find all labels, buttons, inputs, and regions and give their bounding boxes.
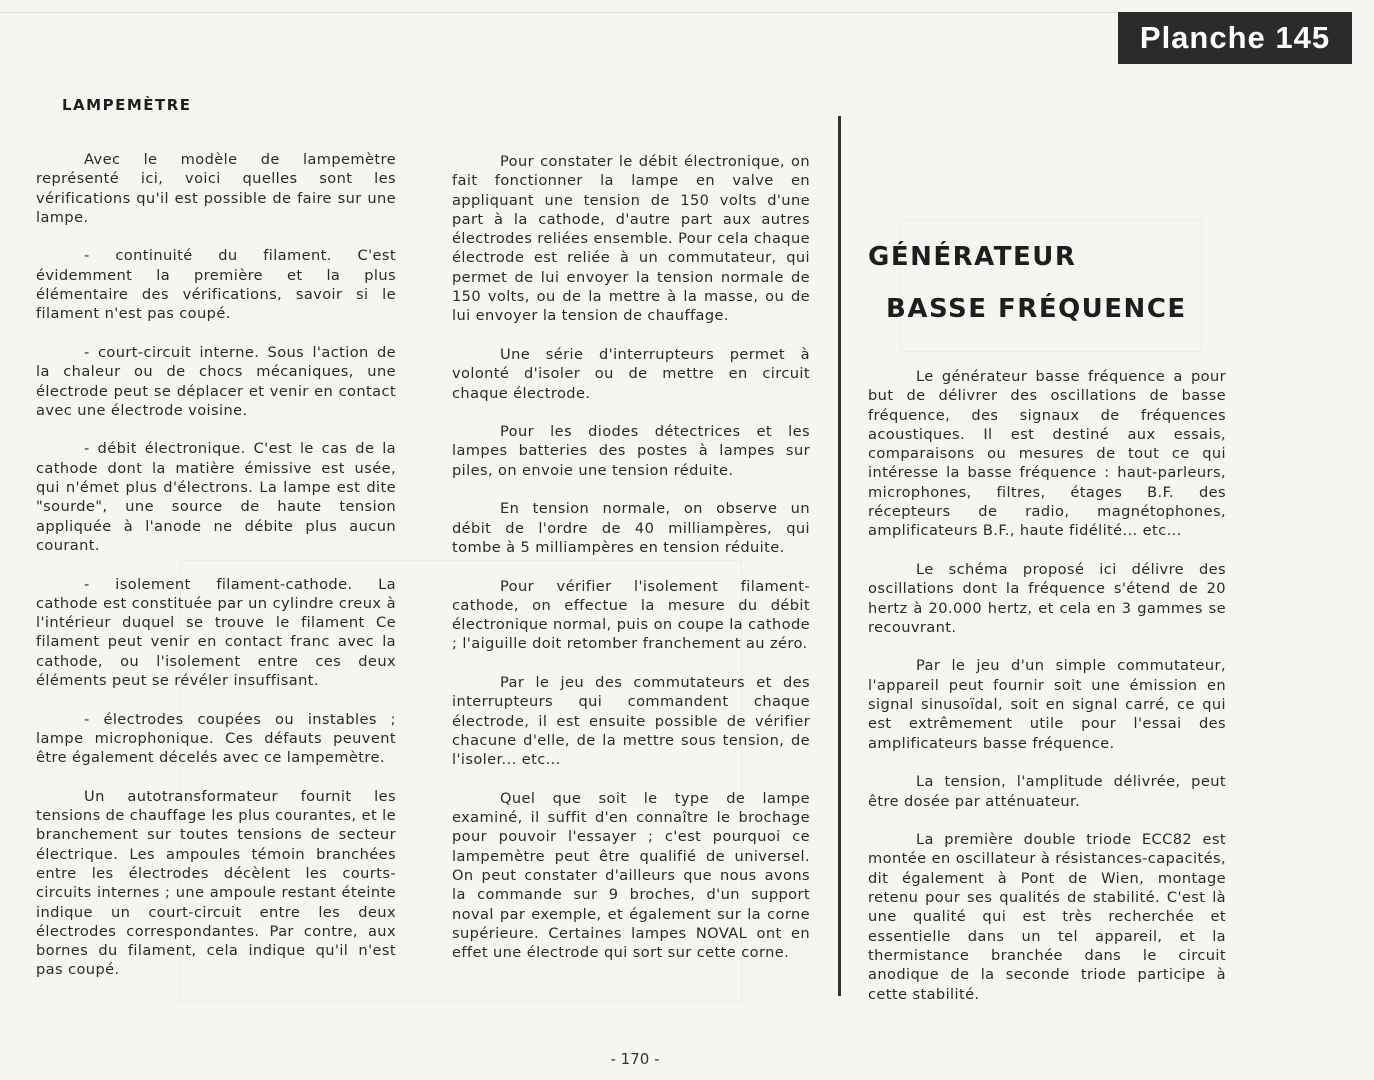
paragraph: Un autotransformateur fournit les tensions de chauffage les plus courantes, et le branchement sur toutes tensions de secteur électrique. Les ampoules témoin branchées entre les électrodes décèlent les courts-circuits internes ; une ampoule restant éteinte indique un court-circuit entre les deux électrodes correspondantes. Par contre, aux bornes du filament, cela indique qu'il n'est pas coupé. — [36, 787, 396, 979]
section-title-basse-frequence: BASSE FRÉQUENCE — [886, 294, 1187, 324]
page-number: - 170 - — [610, 1050, 660, 1068]
paragraph: Par le jeu des commutateurs et des interrupteurs qui commandent chaque électrode, il est ensuite possible de vérifier chacune d'elle, de la mettre sous tension, de l'isoler... etc... — [452, 674, 810, 769]
column-left — [36, 150, 396, 999]
paragraph: - continuité du filament. C'est évidemment la première et la plus élémentaire des vérifications, savoir si le filament n'est pas coupé. — [36, 247, 396, 323]
paragraph: En tension normale, on observe un débit de l'ordre de 40 milliampères, qui tombe à 5 milliampères en tension réduite. — [452, 500, 810, 556]
paragraph: Le schéma proposé ici délivre des oscillations dont la fréquence s'étend de 20 hertz à 20.000 hertz, et cela en 3 gammes se recouvrant. — [868, 560, 1226, 636]
paragraph: - électrodes coupées ou instables ; lampe microphonique. Ces défauts peuvent être également décelés avec ce lampemètre. — [36, 710, 396, 767]
paragraph: Par le jeu d'un simple commutateur, l'appareil peut fournir soit une émission en signal sinusoïdal, soit en signal carré, ce qui est extrêmement utile pour l'essai des amplificateurs basse fréquence. — [868, 657, 1226, 752]
planche-badge: Planche 145 — [1118, 12, 1352, 64]
section-title-generateur: GÉNÉRATEUR — [868, 242, 1077, 272]
paragraph: La première double triode ECC82 est montée en oscillateur à résistances-capacités, dit également à Pont de Wien, montage retenu pour ses qualités de stabilité. C'est là une qualité qui est très recherchée et essentielle dans un tel appareil, et la thermistance branchée dans le circuit anodique de la seconde triode participe à cette stabilité. — [868, 831, 1226, 1003]
paragraph: - court-circuit interne. Sous l'action de la chaleur ou de chocs mécaniques, une électrode peut se déplacer et venir en contact avec une électrode voisine. — [36, 343, 396, 419]
ghost-schematic-right — [900, 220, 1202, 352]
paragraph: La tension, l'amplitude délivrée, peut être dosée par atténuateur. — [868, 773, 1226, 810]
paragraph: Pour constater le débit électronique, on fait fonctionner la lampe en valve en appliquant une tension de 150 volts d'une part à la cathode, d'autre part aux autres électrodes reliées ensemble. Pour cela chaque électrode est reliée à un commutateur, qui permet de lui envoyer la tension normale de 150 volts, ou de la mettre à la masse, ou de lui envoyer la tension de chauffage. — [452, 153, 810, 325]
paragraph: Pour les diodes détectrices et les lampes batteries des postes à lampes sur piles, on envoie une tension réduite. — [452, 423, 810, 479]
paragraph: Une série d'interrupteurs permet à volonté d'isoler ou de mettre en circuit chaque électrode. — [452, 345, 810, 402]
paragraph: - isolement filament-cathode. La cathode est constituée par un cylindre creux à l'intérieur duquel se trouve le filament Ce filament peut venir en contact franc avec la cathode, ou l'isolement entre ces deux éléments peut se révéler insuffisant. — [36, 575, 396, 690]
section-title-lampemetre: LAMPEMÈTRE — [62, 96, 192, 114]
paragraph: Pour vérifier l'isolement filament-cathode, on effectue la mesure du débit électronique normal, puis on coupe la cathode ; l'aiguille doit retomber franchement au zéro. — [452, 577, 810, 653]
paragraph: Le générateur basse fréquence a pour but de délivrer des oscillations de basse fréquence, des signaux de fréquences acoustiques. Il est destiné aux essais, comparaisons ou mesures de tout ce qui intéresse la basse fréquence : haut-parleurs, microphones, filtres, étages B.F. des récepteurs de radio, magnétophones, amplificateurs B.F., haute fidélité... etc... — [868, 368, 1226, 540]
paragraph: Quel que soit le type de lampe examiné, il suffit d'en connaître le brochage pour pouvoir l'essayer ; c'est pourquoi ce lampemètre peut être qualifié de universel. On peut constater d'ailleurs que nous avons la commande sur 9 broches, d'un support noval par exemple, et également sur la corne supérieure. Certaines lampes NOVAL ont en effet une électrode qui sort sur cette corne. — [452, 789, 810, 962]
top-rule — [0, 12, 1118, 13]
paragraph: Avec le modèle de lampemètre représenté ici, voici quelles sont les vérifications qu'il est possible de faire sur une lampe. — [36, 151, 396, 226]
paragraph: - débit électronique. C'est le cas de la cathode dont la matière émissive est usée, qui n'émet plus d'électrons. La lampe est dite "sourde", une source de haute tension appliquée à l'anode ne débite plus aucun courant. — [36, 440, 396, 554]
column-divider — [838, 116, 841, 996]
column-middle — [452, 152, 810, 982]
column-right — [868, 367, 1226, 1023]
